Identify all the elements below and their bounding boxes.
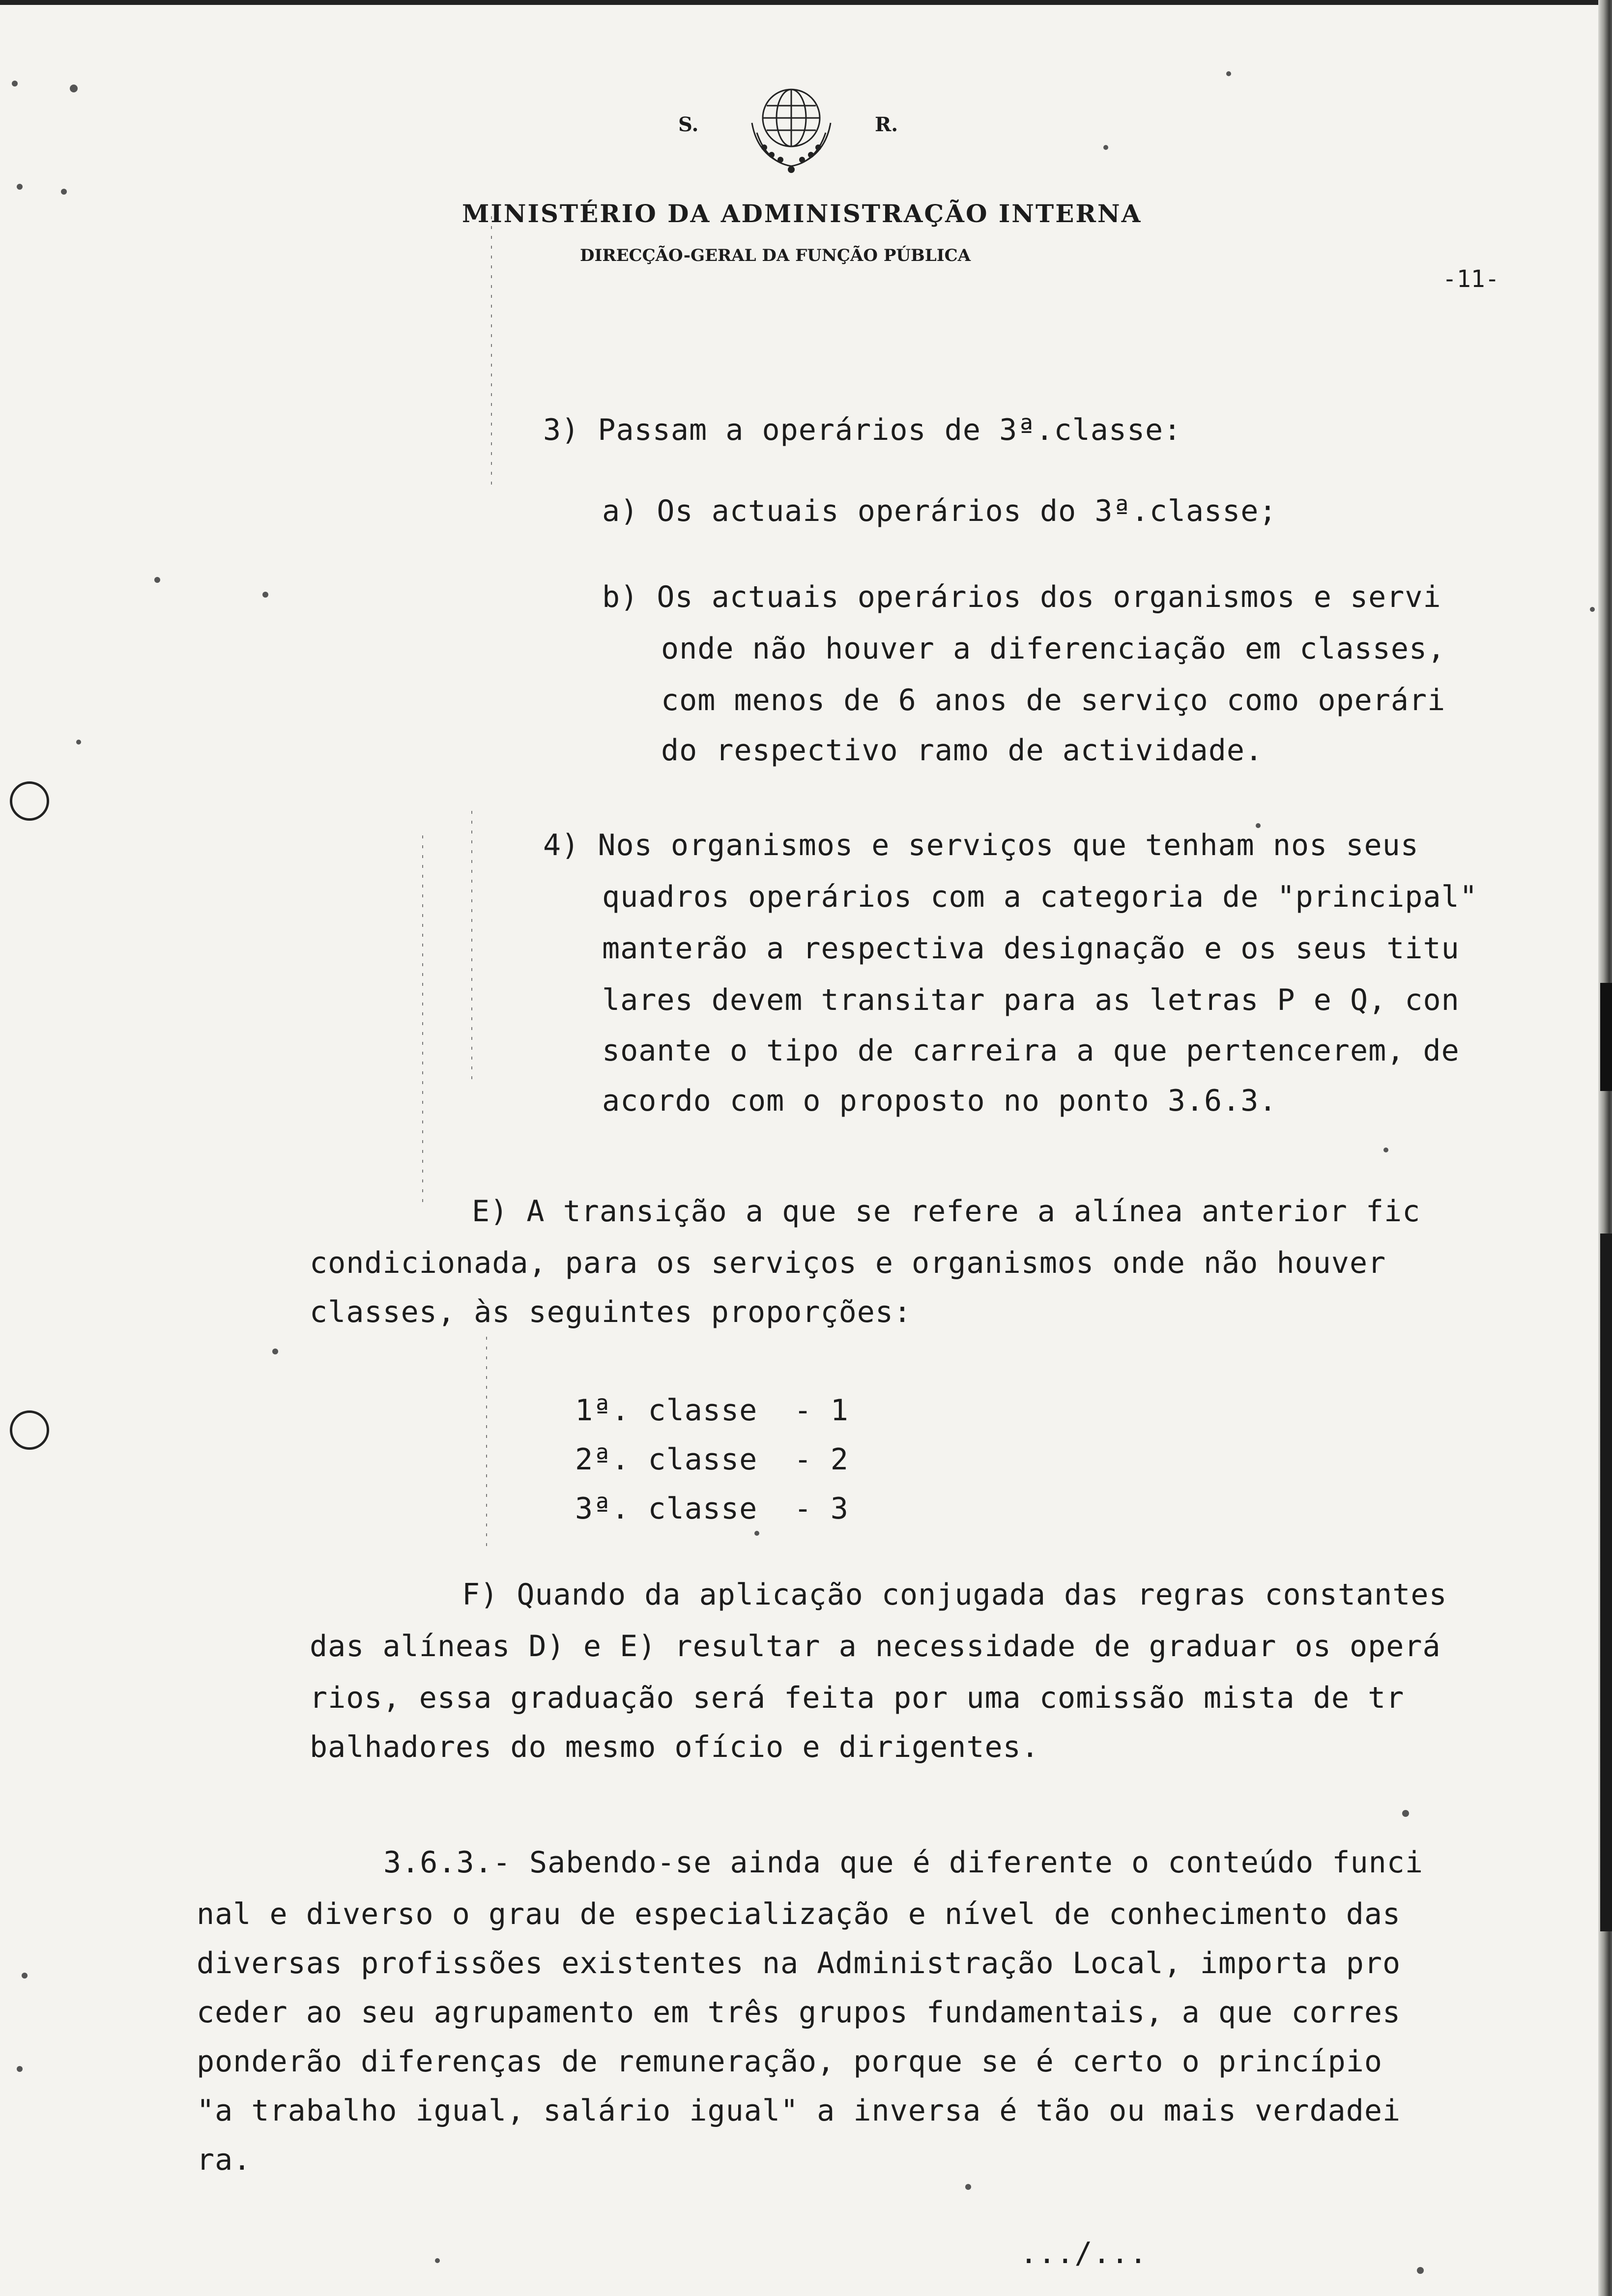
class-label: 3ª. classe (575, 1492, 758, 1526)
item-f-line1: F) Quando da aplicação conjugada das regras constantes (462, 1578, 1447, 1612)
letterhead-seal (678, 79, 934, 177)
scan-edge-shadow (1600, 1234, 1612, 1931)
item-3: 3) Passam a operários de 3ª.classe: (543, 413, 1182, 447)
class-value: - 3 (794, 1492, 849, 1526)
class-value: - 2 (794, 1442, 849, 1477)
item-e-line3: classes, às seguintes proporções: (310, 1295, 912, 1329)
class-value: - 1 (794, 1393, 849, 1428)
seal-letter-s: S. (678, 113, 699, 136)
para-363-line3: diversas profissões existentes na Administração Local, importa pro (197, 1946, 1401, 1980)
item-3b-line1: b) Os actuais operários dos organismos e servi (602, 580, 1441, 614)
class-row-3 (575, 1492, 849, 1526)
item-4-line6: acordo com o proposto no ponto 3.6.3. (602, 1084, 1277, 1118)
item-4-line4: lares devem transitar para as letras P e Q, con (602, 983, 1460, 1017)
item-f-line3: rios, essa graduação será feita por uma comissão mista de tr (310, 1681, 1405, 1715)
page-number: -11- (1442, 265, 1499, 293)
punch-hole-mark (10, 781, 49, 821)
punch-hole-mark (10, 1410, 49, 1450)
item-3a: a) Os actuais operários do 3ª.classe; (602, 494, 1277, 528)
item-f-line2: das alíneas D) e E) resultar a necessidade de graduar os operá (310, 1629, 1441, 1664)
para-363-line6: "a trabalho igual, salário igual" a inversa é tão ou mais verdadei (197, 2094, 1401, 2128)
seal-letter-r: R. (875, 113, 898, 136)
continuation-mark: .../... (1020, 2236, 1148, 2270)
item-3b-line2: onde não houver a diferenciação em classes, (661, 631, 1446, 666)
item-4-line1: 4) Nos organismos e serviços que tenham nos seus (543, 828, 1419, 862)
item-e-line1: E) A transição a que se refere a alínea anterior fic (472, 1194, 1421, 1229)
para-363-line1: 3.6.3.- Sabendo-se ainda que é diferente o conteúdo funci (383, 1845, 1424, 1880)
scan-edge-shadow (1600, 983, 1612, 1091)
item-4-line5: soante o tipo de carreira a que pertencerem, de (602, 1033, 1460, 1068)
scan-right-edge (1598, 0, 1612, 2296)
item-e-line2: condicionada, para os serviços e organismos onde não houver (310, 1246, 1386, 1280)
class-label: 2ª. classe (575, 1442, 758, 1477)
scan-top-edge (0, 0, 1612, 5)
class-row-1 (575, 1393, 849, 1428)
item-4-line3: manterão a respectiva designação e os seus titu (602, 931, 1460, 966)
ministry-title: MINISTÉRIO DA ADMINISTRAÇÃO INTERNA (462, 199, 1142, 228)
class-label: 1ª. classe (575, 1393, 758, 1428)
item-4-line2: quadros operários com a categoria de "principal" (602, 880, 1478, 914)
republic-seal-icon (737, 79, 845, 177)
para-363-line5: ponderão diferenças de remuneração, porque se é certo o princípio (197, 2044, 1382, 2079)
item-3b-line4: do respectivo ramo de actividade. (661, 733, 1264, 768)
directorate-subtitle: DIRECÇÃO-GERAL DA FUNÇÃO PÚBLICA (580, 246, 971, 265)
para-363-line2: nal e diverso o grau de especialização e nível de conhecimento das (197, 1897, 1401, 1931)
para-363-line7: ra. (197, 2143, 252, 2177)
item-3b-line3: com menos de 6 anos de serviço como operári (661, 683, 1446, 718)
class-row-2 (575, 1442, 849, 1477)
para-363-line4: ceder ao seu agrupamento em três grupos fundamentais, a que corres (197, 1995, 1401, 2030)
item-f-line4: balhadores do mesmo ofício e dirigentes. (310, 1730, 1039, 1764)
